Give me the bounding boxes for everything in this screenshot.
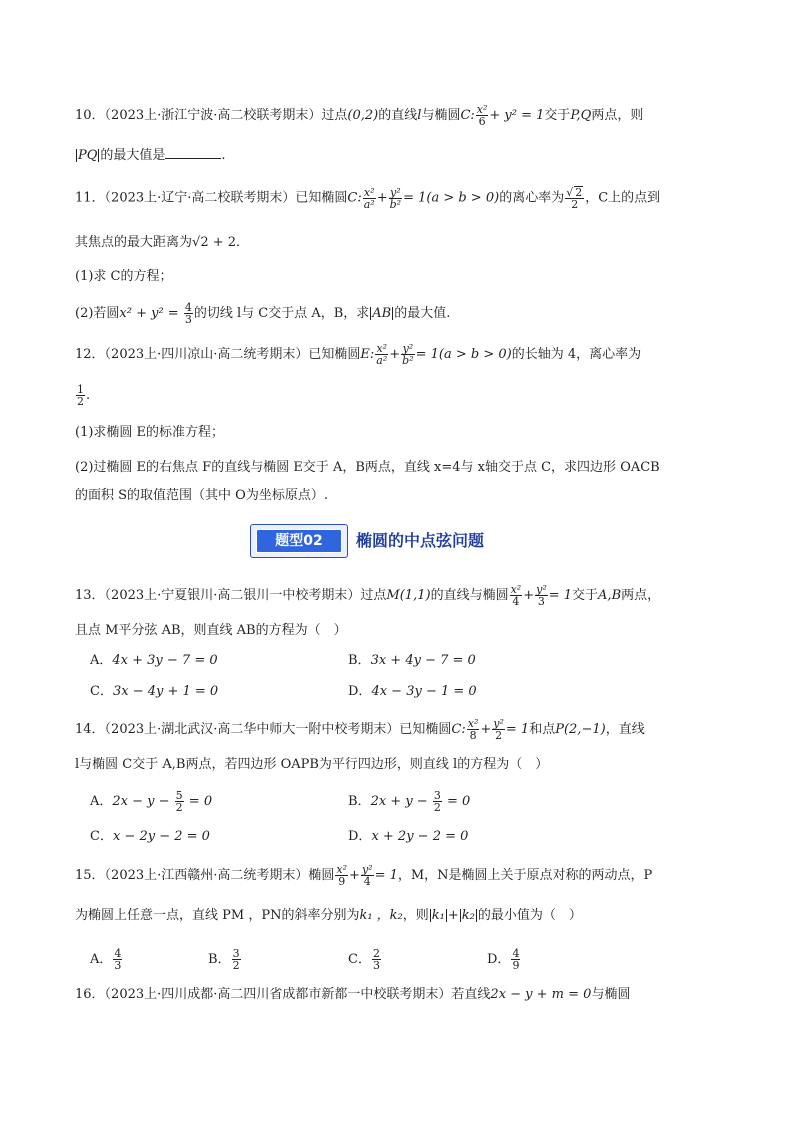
q15-text: ，M，N是椭圆上关于原点对称的两动点，P [397,868,653,883]
q16-eq: 2x − y + m = 0 [490,987,592,1002]
q15-line1: 15．（2023上·江西赣州·高二统考期末）椭圆 $\frac{\text{x²}}{9}$ + $\frac{\text{y²}}{4}$ = 1，M，N是椭圆上关于原点对称的两动点，P [75,863,653,888]
question-number: 12． [75,347,105,362]
frac-5-2: $\frac{5}{2}$ [175,789,183,814]
q10-curve: C: [460,108,475,123]
q12-text: 的长轴为 4，离心率为 [511,347,642,362]
q10-eq: + y² = 1 [489,108,545,123]
q14-text: 和点 [529,722,556,737]
q14-option-c[interactable] [90,826,210,848]
q14-option-b[interactable] [348,790,470,813]
q14-line1: 14．（2023上·湖北武汉·高二华中师大一附中校考期末）已知椭圆C: $\frac{\text{x²}}{8}$ + $\frac{\text{y²}}{2}$ = 1和点P(2,−1)，直线 [75,717,645,742]
frac-1-2: $\frac{1}{2}$ [77,383,84,408]
q13-option-b[interactable] [348,650,476,672]
q15-option-a[interactable] [90,948,123,971]
q10-text: 交于 [544,108,571,123]
q13-point: M(1,1) [386,588,431,603]
frac-y2-4: $\frac{\text{y²}}{4}$ [361,863,373,888]
q11-text: 的最大值. [394,306,451,321]
option-value: = 0 [442,794,471,809]
option-fraction: $\frac{2}{3}$ [372,947,380,972]
frac-sqrt2-2: $\frac{√ 2}{2}$ [566,186,583,211]
q15-text: 的最小值为（ ） [477,908,582,923]
q15-option-c[interactable] [348,948,382,971]
question-source: （2023上·浙江宁波·高二校联考期末） [104,108,322,123]
q10-line2 [75,145,734,167]
q12-sub1: (1)求椭圆 E的标准方程； [75,425,225,440]
q14-line2: l与椭圆 C交于 A,B两点，若四边形 OAPB为平行四边形，则直线 l的方程为（ ） [75,757,549,772]
q14-option-a[interactable] [90,790,212,813]
question-number: 16． [75,987,105,1002]
q14-curve: C: [451,722,466,737]
q16-line1 [75,984,734,1006]
option-fraction: $\frac{3}{2}$ [232,947,240,972]
option-value: 3x + 4y − 7 = 0 [370,653,476,668]
q16-text: 若直线 [451,987,491,1002]
q15-eq: = 1 [374,868,398,883]
q11-text: 其焦点的最大距离为 [75,235,193,250]
question-number: 10． [75,108,105,123]
section-tag: 题型02 [256,529,342,553]
q13-text: 过点 [360,588,387,603]
q11-cond: = 1(a > b > 0) [403,190,500,206]
answer-blank[interactable] [165,146,221,159]
option-label: A． [90,952,113,967]
option-value: = 0 [184,794,213,809]
option-fraction: $\frac{4}{3}$ [114,947,122,972]
q14-point: P(2,−1) [555,722,606,737]
option-label: C． [90,829,113,844]
q10-text: 两点，则 [591,108,644,123]
q15-text: 椭圆 [308,868,335,883]
question-source: （2023上·辽宁·高二校联考期末） [104,190,296,206]
question-source: （2023上·江西赣州·高二统考期末） [104,868,309,883]
q11-line1: 11．（2023上·辽宁·高二校联考期末）已知椭圆C: $\frac{\text{x²}}{\text{a²}}$ + $\frac{\text{y²}}{\text{b²}}$ = 1(a > b > 0)的离心率为 $\frac{√ 2}{2}$ ，C上的点到 [75,185,661,211]
q13-line1: 13．（2023上·宁夏银川·高二银川一中校考期末）过点M(1,1)的直线与椭圆 $\frac{\text{x²}}{4}$ + $\frac{\text{y²}}{3}$ = 1交于A,B两点， [75,583,661,608]
frac-y2-b2: $\frac{\text{y²}}{\text{b²}}$ [389,185,402,211]
question-source: （2023上·宁夏银川·高二银川一中校考期末） [104,588,361,603]
question-number: 15． [75,868,105,883]
question-source: （2023上·四川成都·高二四川省成都市新都一中校联考期末） [104,987,452,1002]
option-value: 3x − 4y + 1 = 0 [112,684,219,699]
option-label: D． [348,684,372,699]
q14-options-row1 [90,790,740,812]
q13-line2: 且点 M平分弦 AB，则直线 AB的方程为（ ） [75,623,347,638]
q13-option-d[interactable] [348,681,477,703]
abs-bar [460,909,461,922]
option-label: A． [90,794,113,809]
question-source: （2023上·湖北武汉·高二华中师大一附中校考期末） [104,722,400,737]
option-label: C． [90,684,113,699]
option-label: B． [348,794,371,809]
q10-text: 的最大值是 [100,148,166,163]
frac-x2-8: $\frac{\text{x²}}{8}$ [467,717,479,742]
q11-dist: 2 + 2 [200,235,237,250]
q15-option-b[interactable] [208,948,242,971]
q13-option-a[interactable] [90,650,218,672]
question-number: 13． [75,588,105,603]
q14-text: 已知椭圆 [399,722,452,737]
frac-y2-b2: $\frac{\text{y²}}{\text{b²}}$ [402,342,414,367]
frac-y2-3: $\frac{\text{y²}}{3}$ [536,583,547,608]
frac-x2-a2: $\frac{\text{x²}}{\text{a²}}$ [376,342,388,367]
q12-line2 [75,384,734,407]
q12-text: 已知椭圆 [308,347,361,362]
q14-option-d[interactable] [348,826,468,848]
option-value: x − 2y − 2 = 0 [112,829,210,844]
q12-text: . [86,388,91,403]
q15-option-d[interactable] [487,948,521,971]
q13-text: 交于 [572,588,599,603]
q11-text: (2)若圆 [75,306,120,321]
q13-eq: = 1 [548,588,573,603]
abs-bar [446,909,447,922]
q13-options-row1 [90,650,740,672]
q11-text: ． [236,235,250,250]
q10-pq: PQ [78,148,98,163]
q15-slopes: k₁ ，k₂ [359,908,403,923]
option-value: 4x + 3y − 7 = 0 [112,653,218,668]
abs-bar [476,909,477,922]
frac-x2-a2: $\frac{\text{x²}}{\text{a²}}$ [363,185,375,211]
q11-curve: C: [347,190,362,206]
q11-sub1: (1)求 C的方程； [75,269,173,284]
frac-x2-4: $\frac{\text{x²}}{4}$ [510,583,522,608]
option-value: 2x − y − [112,794,174,809]
option-label: C． [348,952,371,967]
question-source: （2023上·四川凉山·高二统考期末） [104,347,309,362]
q15-text: 为椭圆上任意一点，直线 PM ，PN的斜率分别为 [75,908,360,923]
q14-eq: = 1 [505,722,530,737]
q16-text: 与椭圆 [591,987,631,1002]
q15-line2: 为椭圆上任意一点，直线 PM ，PN的斜率分别为k₁ ，k₂，则 k₁ + k₂ 的最小值为（ ） [75,908,582,923]
q11-line2: 其焦点的最大距离为√2 + 2． [75,235,250,250]
q13-text: 两点， [621,588,661,603]
q13-options-row2 [90,681,740,703]
option-label: B． [348,653,371,668]
option-label: A． [90,653,113,668]
abs-bar [430,909,431,922]
q10-line-var: l [417,108,422,123]
q14-text: ，直线 [605,722,645,737]
q14-options-row2 [90,826,740,848]
q15-text: ，则 [402,908,429,923]
q12-sub2: (2)过椭圆 E的右焦点 F的直线与椭圆 E交于 A，B两点，直线 x=4与 x轴交于点 C，求四边形 OACB [75,460,660,475]
q13-text: 的直线与椭圆 [430,588,509,603]
q12-line1: 12．（2023上·四川凉山·高二统考期末）已知椭圆E: $\frac{\text{x²}}{\text{a²}}$ + $\frac{\text{y²}}{\text{b²}}$ = 1(a > b > 0)的长轴为 4，离心率为 [75,342,642,367]
q11-text: 的切线 l与 C交于点 A，B，求 [193,306,370,321]
q10-text: . [221,148,226,163]
option-label: D． [487,952,511,967]
option-value: 4x − 3y − 1 = 0 [371,684,477,699]
abs-bar [76,149,77,162]
q10-text: 过点 [321,108,348,123]
q13-points: A,B [598,588,622,603]
frac-x2-6: $\frac{\text{x²}}{6}$ [476,103,488,128]
option-value: x + 2y − 2 = 0 [371,829,469,844]
q10-point: (0,2) [347,108,379,123]
q11-text: ，C上的点到 [585,190,661,206]
q11-text: 已知椭圆 [295,190,348,206]
option-label: B． [208,952,231,967]
q12-sub2-line2: 的面积 S的取值范围（其中 O为坐标原点）. [75,488,328,503]
question-number: 11． [75,190,105,206]
section-title: 椭圆的中点弦问题 [356,531,485,550]
q10-points: P,Q [570,108,592,123]
q11-sub2: (2)若圆x² + y² = $\frac{4}{3}$ 的切线 l与 C交于点 A，B，求 AB 的最大值. [75,301,451,326]
option-label: D． [348,829,372,844]
q10-text: 与椭圆 [421,108,461,123]
q11-text: 的离心率为 [499,190,565,206]
frac-3-2: $\frac{3}{2}$ [433,789,441,814]
frac-y2-2: $\frac{\text{y²}}{2}$ [493,717,504,742]
question-number: 14． [75,722,105,737]
frac-4-3: $\frac{4}{3}$ [184,301,192,326]
q10-line1 [75,104,734,127]
q13-option-c[interactable] [90,681,218,703]
option-fraction: $\frac{4}{9}$ [512,947,520,972]
section-tag-frame [250,524,348,558]
frac-x2-9: $\frac{\text{x²}}{9}$ [336,863,348,888]
option-value: 2x + y − [370,794,432,809]
q15-options-row [90,948,740,970]
q11-ab: AB [372,306,392,321]
q10-text: 的直线 [378,108,418,123]
q12-curve: E: [360,347,375,362]
q12-cond: = 1(a > b > 0) [415,347,512,362]
